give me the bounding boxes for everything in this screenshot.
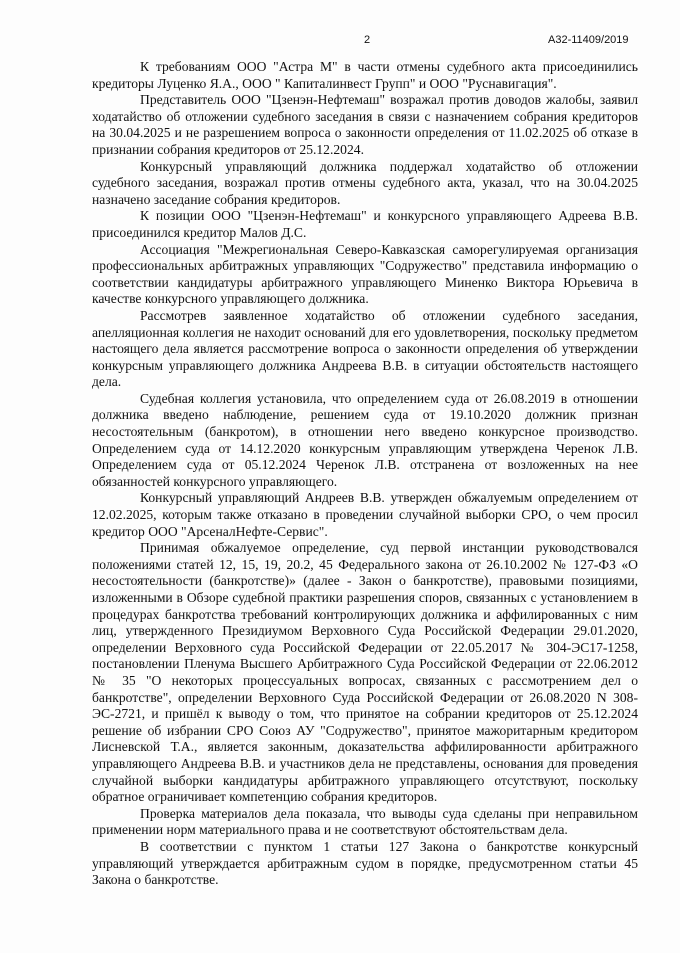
paragraph-motion-rejected: Рассмотрев заявленное ходатайство об отложении судебного заседания, апелляционная коллегия не находит оснований для его удовлетворения, поскольку предметом настоящего дела является рассмотрение вопроса о законности определения об утверждении конкурсным управляющего должника Андреева В.В. в ситуации обстоятельств настоящего дела. [92, 307, 638, 390]
paragraph-manager-approved: Конкурсный управляющий Андреев В.В. утвержден обжалуемым определением от 12.02.2025, которым также отказано в проведении случайной выборки СРО, о чем просил кредитор ООО "АрсеналНефте-Сервис". [92, 490, 638, 539]
paragraph-creditors-joined: К требованиям ООО "Астра М" в части отмены судебного акта присоединились кредиторы Луценко Я.А., ООО " Капиталинвест Групп" и ООО "Руснавигация". [92, 59, 638, 91]
paragraph-representative-objection: Представитель ООО "Цзенэн-Нефтемаш" возражал против доводов жалобы, заявил ходатайство об отложении судебного заседания в связи с назначением собрания кредиторов на 30.04.2025 и не разрешением вопроса о законности определения от 11.02.2025 об отказе в признании собрания кредиторов от 25.12.2024. [92, 92, 638, 157]
paragraph-manager-support: Конкурсный управляющий должника поддержал ходатайство об отложении судебного заседания, возражал против отмены судебного акта, указал, что на 30.04.2025 назначено заседание собрания кредиторов. [92, 158, 638, 207]
paragraph-creditor-malov: К позиции ООО "Цзенэн-Нефтемаш" и конкурсного управляющего Адреева В.В. присоединился кредитор Малов Д.С. [92, 208, 638, 240]
paragraph-law-reference: В соответствии с пунктом 1 статьи 127 Закона о банкротстве конкурсный управляющий утверждается арбитражным судом в порядке, предусмотренном статьи 45 Закона о банкротстве. [92, 838, 638, 888]
document-body [92, 59, 638, 889]
case-number: А32-11409/2019 [548, 34, 629, 46]
paragraph-first-instance-reasoning: Принимая обжалуемое определение, суд первой инстанции руководствовался положениями статей 12, 15, 19, 20.2, 45 Федерального закона от 26.10.2002 № 127-ФЗ «О несостоятельности (банкротстве)» (далее - Закон о банкротстве), правовыми позициями, изложенными в Обзоре судебной практики разрешения споров, связанных с установлением в процедурах банкротства требований контролирующих должника и аффилированных с ним лиц, утвержденного Президиумом Верховного Суда Российской Федерации 29.01.2020, определении Верховного суда Российской Федерации от 22.05.2017 № 304-ЭС17-1258, постановлении Пленума Высшего Арбитражного Суда Российской Федерации от 22.06.2012 № 35 "О некоторых процессуальных вопросах, связанных с рассмотрением дел о банкротстве", определении Верховного Суда Российской Федерации от 26.08.2020 N 308-ЭС-2721, и пришёл к выводу о том, что принятое на собрании кредиторов от 25.12.2024 решение об избрании СРО Союз АУ "Содружество", принятое мажоритарным кредитором Лисневской Т.А., является законным, доказательства аффилированности арбитражного управляющего Андреева В.В. и участников дела не представлены, основания для проведения случайной выборки кандидатуры арбитражного управляющего отсутствуют, поскольку обратное ограничивает компетенцию собрания кредиторов. [92, 540, 638, 805]
page-number: 2 [364, 34, 371, 46]
paragraph-association-info: Ассоциация "Межрегиональная Северо-Кавказская саморегулируемая организация профессиональных арбитражных управляющих "Содружество" представила информацию о соответствии кандидатуры арбитражного управляющего Миненко Виктора Юрьевича в качестве конкурсного управляющего должника. [92, 241, 638, 307]
paragraph-court-established: Судебная коллегия установила, что определением суда от 26.08.2019 в отношении должника введено наблюдение, решением суда от 19.10.2020 должник признан несостоятельным (банкротом), в отношении него введено конкурсное производство. Определением суда от 14.12.2020 конкурсным управляющим утверждена Черенок Л.В. Определением суда от 05.12.2024 Черенок Л.В. отстранена от возложенных на нее обязанностей конкурсного управляющего. [92, 390, 638, 489]
paragraph-review-findings: Проверка материалов дела показала, что выводы суда сделаны при неправильном применении норм материального права и не соответствуют обстоятельствам дела. [92, 805, 638, 838]
